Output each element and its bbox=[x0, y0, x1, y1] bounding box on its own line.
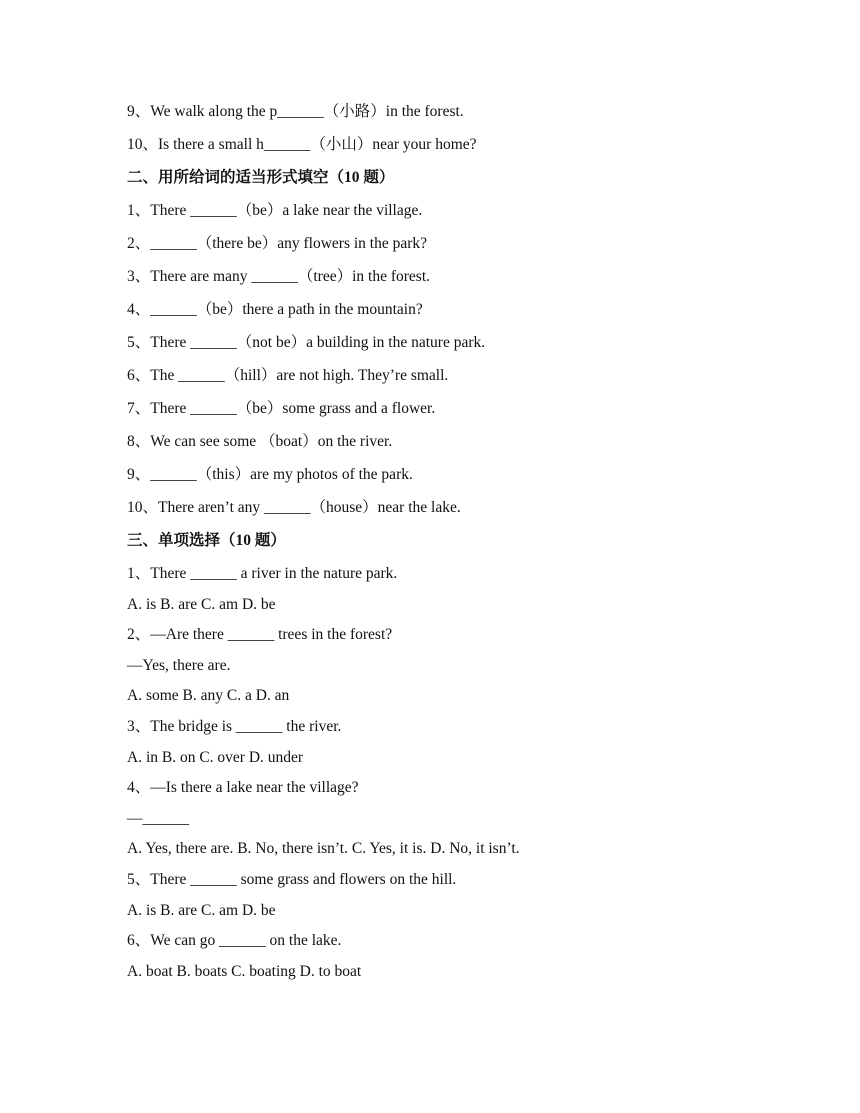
question-line: 10、Is there a small h______（小山）near your home? bbox=[127, 136, 477, 153]
question-line: 5、There ______ some grass and flowers on the hill. bbox=[127, 871, 457, 888]
answer-options: A. in B. on C. over D. under bbox=[127, 749, 304, 766]
question-line: 8、We can see some （boat）on the river. bbox=[127, 433, 393, 450]
section-heading: 三、单项选择（10 题） bbox=[127, 532, 286, 549]
question-line: 2、—Are there ______ trees in the forest? bbox=[127, 626, 393, 643]
section-heading: 二、用所给词的适当形式填空（10 题） bbox=[127, 169, 395, 186]
question-line: 9、______（this）are my photos of the park. bbox=[127, 466, 413, 483]
answer-options: A. is B. are C. am D. be bbox=[127, 902, 276, 919]
question-line: 1、There ______ a river in the nature park. bbox=[127, 565, 398, 582]
question-line: —Yes, there are. bbox=[127, 657, 231, 674]
question-line: 6、The ______（hill）are not high. They’re small. bbox=[127, 367, 449, 384]
answer-options: A. boat B. boats C. boating D. to boat bbox=[127, 963, 362, 980]
question-line: 9、We walk along the p______（小路）in the forest. bbox=[127, 103, 464, 120]
question-line: 6、We can go ______ on the lake. bbox=[127, 932, 342, 949]
question-line: 2、______（there be）any flowers in the park? bbox=[127, 235, 428, 252]
question-line: 1、There ______（be）a lake near the village. bbox=[127, 202, 423, 219]
answer-options: A. Yes, there are. B. No, there isn’t. C. Yes, it is. D. No, it isn’t. bbox=[127, 840, 520, 857]
question-line: 4、______（be）there a path in the mountain? bbox=[127, 301, 423, 318]
question-line: 4、—Is there a lake near the village? bbox=[127, 779, 359, 796]
question-line: 3、The bridge is ______ the river. bbox=[127, 718, 342, 735]
question-line: —______ bbox=[127, 810, 189, 827]
question-line: 7、There ______（be）some grass and a flower. bbox=[127, 400, 436, 417]
document-content bbox=[127, 100, 747, 982]
question-line: 10、There aren’t any ______（house）near the lake. bbox=[127, 499, 461, 516]
answer-options: A. is B. are C. am D. be bbox=[127, 596, 276, 613]
answer-options: A. some B. any C. a D. an bbox=[127, 687, 290, 704]
question-line: 3、There are many ______（tree）in the forest. bbox=[127, 268, 431, 285]
question-line: 5、There ______（not be）a building in the nature park. bbox=[127, 334, 486, 351]
